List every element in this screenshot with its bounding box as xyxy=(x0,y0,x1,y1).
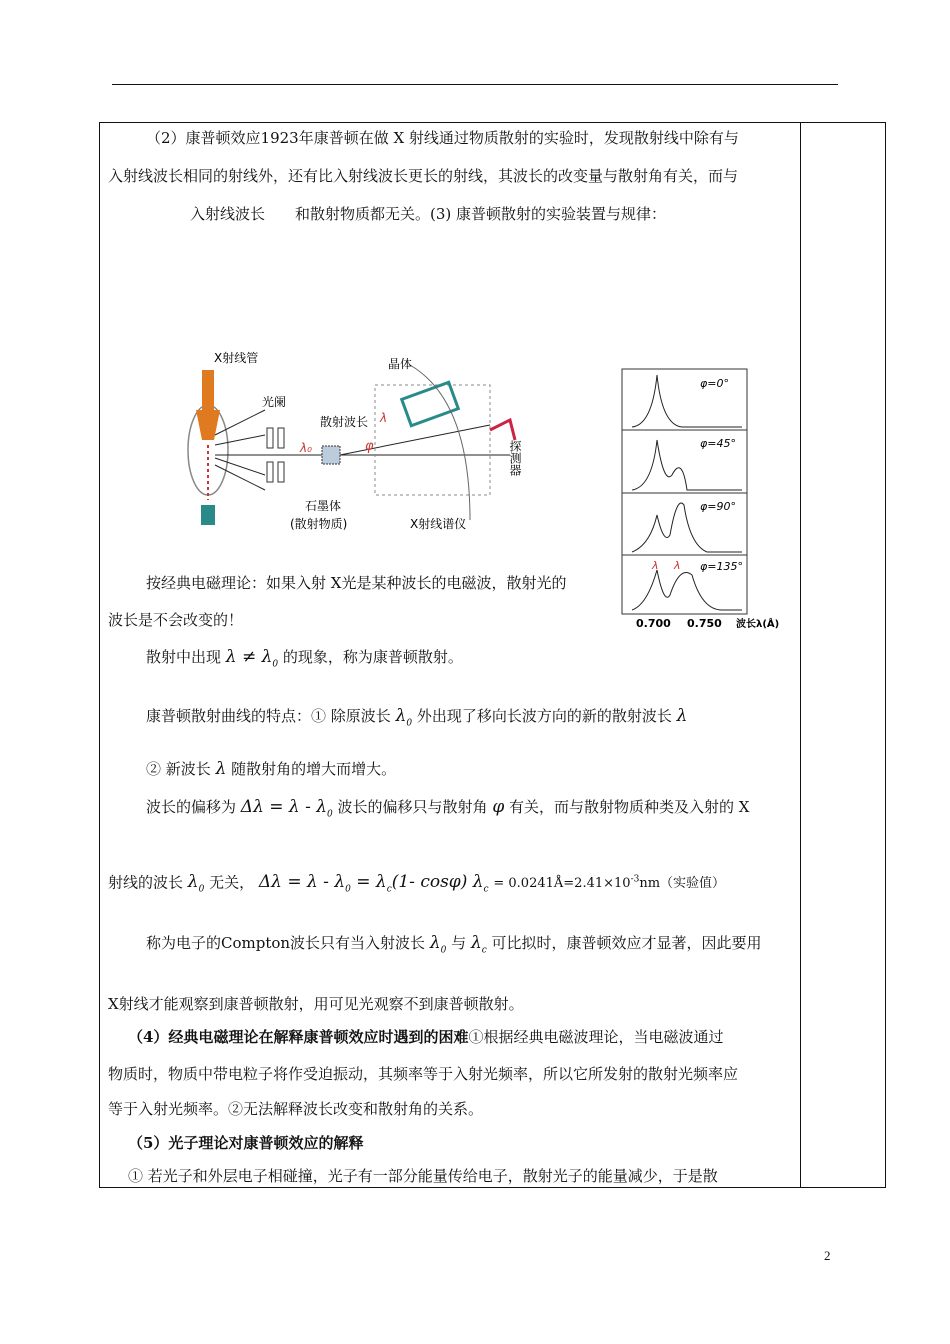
shift2-text-a: 射线的波长 xyxy=(108,873,184,892)
label-phi-45: φ=45° xyxy=(700,437,736,450)
tube-cathode xyxy=(201,505,215,525)
lambda-neq-formula: $\lambda \ne \lambda_0$ xyxy=(225,647,279,670)
compton-line-2: X射线才能观察到康普顿散射，用可见光观察不到康普顿散射。 xyxy=(108,995,524,1013)
shift-line-2 xyxy=(108,870,725,900)
para-2-line-3: 入射线波长 和散射物质都无关。(3) 康普顿散射的实验装置与规律： xyxy=(190,205,667,223)
page-number: 2 xyxy=(824,1248,831,1263)
compton-formula: $\Delta\lambda = \lambda - \lambda_0 = \lambda_c(1-$ cosφ) $\lambda_c$ xyxy=(258,872,489,895)
feature-text-b: 外出现了移向长波方向的新的散射波长 xyxy=(416,707,672,725)
compton-text-c: 可比拟时，康普顿效应才显著，因此要用 xyxy=(491,934,762,952)
para-5-heading: （5）光子理论对康普顿效应的解释 xyxy=(128,1134,364,1152)
tube-target xyxy=(196,410,220,440)
label-peak-2: λ xyxy=(674,559,681,572)
spectrum-frame xyxy=(622,369,747,614)
para-2-line-2: 入射线波长相同的射线外，还有比入射线波长更长的射线，其波长的改变量与散射角有关，而与 xyxy=(108,167,739,185)
shift-line-1 xyxy=(146,797,749,824)
label-phi-90: φ=90° xyxy=(700,500,736,513)
para-4-text: ①根据经典电磁波理论，当电磁波通过 xyxy=(468,1028,724,1046)
lambda0-symbol-3: $\lambda_0$ xyxy=(429,933,447,956)
label-crystal: 晶体 xyxy=(388,357,413,371)
label-scatter-wavelength: 散射波长 xyxy=(320,415,369,429)
compton-spectrum-figure xyxy=(612,365,792,635)
label-peak-1: λ xyxy=(652,559,659,572)
phi-symbol: φ xyxy=(492,797,505,817)
shift-text-b: 波长的偏移只与散射角 xyxy=(337,798,488,816)
para-4-line-3: 等于入射光频率。②无法解释波长改变和散射角的关系。 xyxy=(108,1100,484,1118)
axis-label-wavelength: 波长λ(Å) xyxy=(736,619,780,630)
scattered-ray xyxy=(340,425,490,455)
feature2-text-b: 随散射角的增大而增大。 xyxy=(231,760,397,778)
label-graphite: 石墨体 xyxy=(305,499,342,513)
scatter-def-text-b: 的现象，称为康普顿散射。 xyxy=(282,648,463,666)
delta-lambda-formula: $\Delta\lambda = \lambda - \lambda_0$ xyxy=(240,797,333,820)
curve-phi-135 xyxy=(632,570,742,610)
feature2-text-a: ② 新波长 xyxy=(146,760,211,778)
label-spectrometer: X射线谱仪 xyxy=(410,517,467,531)
header-rule xyxy=(112,84,838,85)
lambda-c-symbol: $\lambda_c$ xyxy=(470,933,487,956)
lambda0-symbol: $\lambda_0$ xyxy=(395,706,413,729)
label-lambda0: λ₀ xyxy=(300,441,312,455)
graphite-block xyxy=(322,446,340,464)
para-2-line-1: （2）康普顿效应1923年康普顿在做 X 射线通过物质散射的实验时，发现散射线中除有与 xyxy=(146,129,739,147)
feature-line-2 xyxy=(146,759,396,779)
para-4-line-2: 物质时，物质中带电粒子将作受迫振动，其频率等于入射光频率，所以它所发射的散射光频率应 xyxy=(108,1065,739,1083)
label-detector: 探测器 xyxy=(508,440,522,476)
feature-text-a: 康普顿散射曲线的特点：① 除原波长 xyxy=(146,707,391,725)
lambda0-symbol-2: $\lambda_0$ xyxy=(187,872,205,895)
tube-anode xyxy=(202,370,214,410)
feature-line-1 xyxy=(146,706,687,733)
crystal-holder xyxy=(402,382,459,425)
shift-text-c: 有关，而与散射物质种类及入射的 X xyxy=(509,798,750,816)
classical-line-1: 按经典电磁理论：如果入射 X光是某种波长的电磁波，散射光的 xyxy=(146,574,567,592)
lambda-symbol-2: λ xyxy=(215,759,227,779)
para-4-heading: （4）经典电磁理论在解释康普顿效应时遇到的困难 xyxy=(128,1028,469,1046)
label-scatter-material: (散射物质) xyxy=(290,517,348,531)
shift2-text-b: 无关， xyxy=(209,873,255,892)
compton-text-b: 与 xyxy=(451,934,467,952)
classical-line-2: 波长是不会改变的！ xyxy=(108,611,244,629)
spectrometer-box xyxy=(375,385,490,495)
compton-apparatus-figure xyxy=(170,340,530,540)
label-xray-tube: X射线管 xyxy=(214,351,259,365)
label-aperture: 光阑 xyxy=(262,395,287,409)
label-phi: φ xyxy=(365,439,374,454)
label-lambda: λ xyxy=(380,411,388,425)
compton-value: = $0.0241Å=2.41\times 10^{-3}nm$（实验值） xyxy=(493,875,726,892)
detector-arc xyxy=(410,365,470,520)
tick-0750: 0.750 xyxy=(687,617,722,630)
para-5-line-1: ① 若光子和外层电子相碰撞，光子有一部分能量传给电子，散射光子的能量减少，于是散 xyxy=(128,1167,718,1185)
scatter-def-text-a: 散射中出现 xyxy=(146,648,222,666)
tick-0700: 0.700 xyxy=(636,617,671,630)
aperture-1 xyxy=(267,428,273,448)
table-column-divider xyxy=(800,122,801,1188)
compton-line-1 xyxy=(146,933,762,960)
label-phi-0: φ=0° xyxy=(700,377,729,390)
compton-text-a: 称为电子的Compton波长只有当入射波长 xyxy=(146,934,426,952)
shift-text-a: 波长的偏移为 xyxy=(146,798,237,816)
scatter-definition xyxy=(146,647,463,674)
lambda-symbol: λ xyxy=(676,706,688,726)
label-phi-135: φ=135° xyxy=(700,560,743,573)
para-4-line-1 xyxy=(128,1027,723,1047)
detector-mark xyxy=(490,420,515,440)
